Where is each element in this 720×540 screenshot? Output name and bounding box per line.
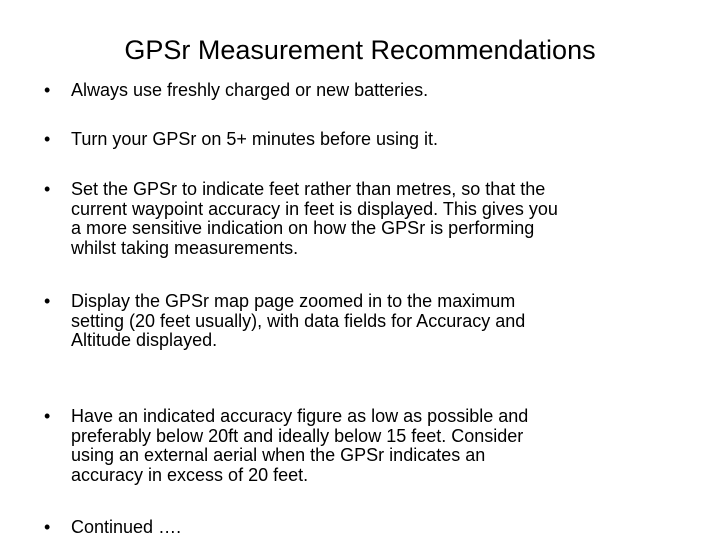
bullet-marker: • <box>44 80 51 100</box>
bullet-item-map-page <box>44 292 644 351</box>
bullet-item-units <box>44 180 644 258</box>
bullet-marker: • <box>44 179 51 199</box>
bullet-text: Set the GPSr to indicate feet rather than metres, so that the current waypoint accuracy in feet is displayed. This gives you a more sensitive indication on how the GPSr is performing whilst taking measurements. <box>71 179 558 258</box>
bullet-text: Have an indicated accuracy figure as low as possible and preferably below 20ft and ideally below 15 feet. Consider using an external aerial when the GPSr indicates an accuracy in excess of 20 feet. <box>71 406 529 485</box>
bullet-item-accuracy <box>44 407 644 485</box>
bullet-item-batteries <box>44 81 644 101</box>
bullet-marker: • <box>44 517 51 537</box>
bullet-marker: • <box>44 406 51 426</box>
bullet-marker: • <box>44 129 51 149</box>
bullet-item-warmup <box>44 130 644 150</box>
bullet-text: Turn your GPSr on 5+ minutes before using it. <box>71 129 439 149</box>
bullet-text: Always use freshly charged or new batteries. <box>71 80 429 100</box>
bullet-marker: • <box>44 291 51 311</box>
bullet-item-continued <box>44 518 644 538</box>
bullet-text: Display the GPSr map page zoomed in to the maximum setting (20 feet usually), with data fields for Accuracy and Altitude displayed. <box>71 291 526 350</box>
slide-title: GPSr Measurement Recommendations <box>124 35 596 65</box>
bullet-text: Continued …. <box>71 517 182 537</box>
